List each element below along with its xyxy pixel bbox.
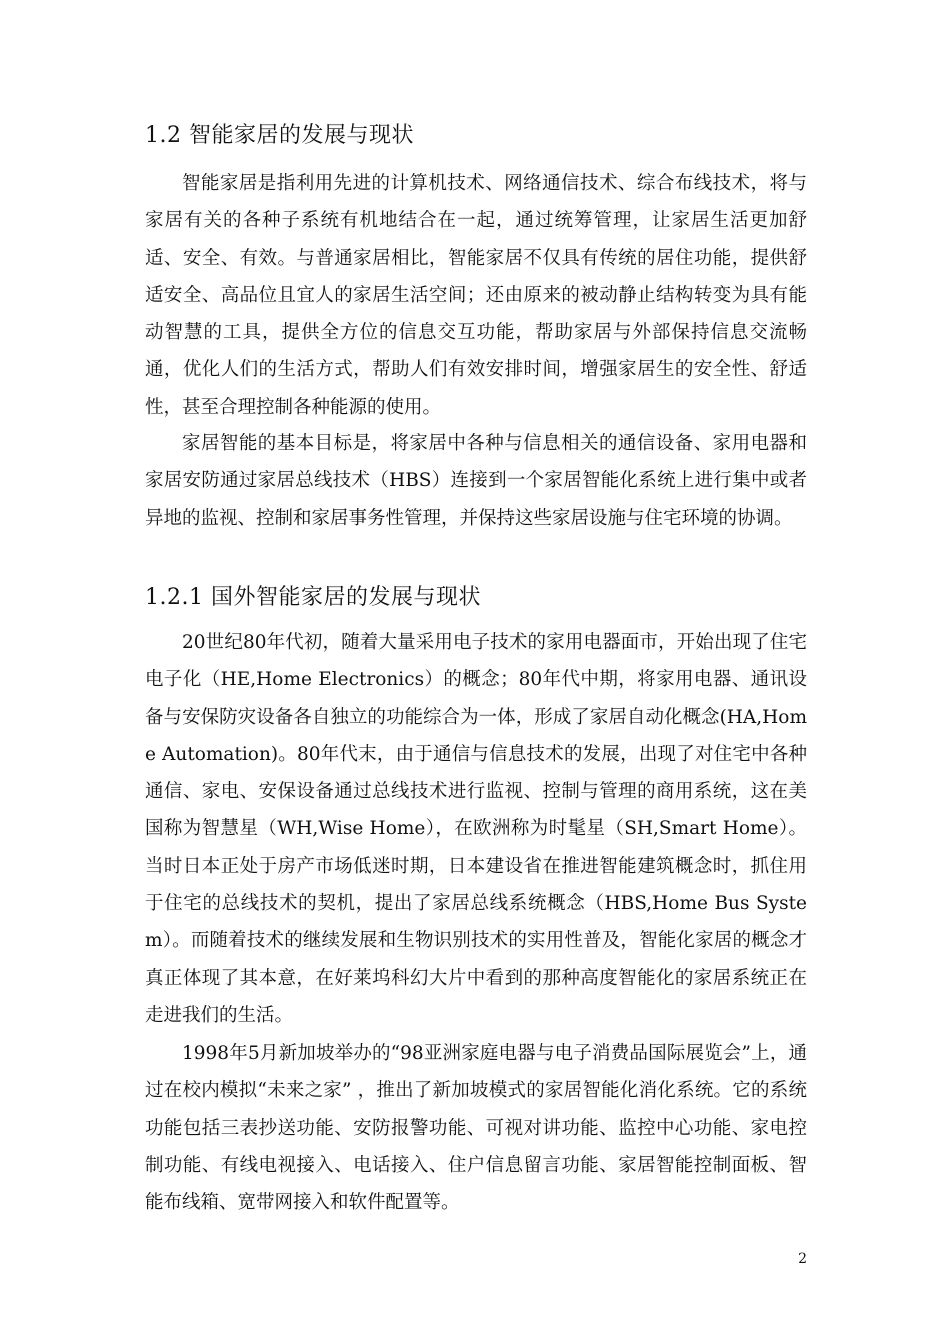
- subsection-paragraph-2: 1998年5月新加坡举办的“98亚洲家庭电器与电子消费品国际展览会”上，通过在校内模拟“未来之家” ，推出了新加坡模式的家居智能化消化系统。它的系统功能包括三表抄送功能、安防报警功能、可视对讲功能、监控中心功能、家电控制功能、有线电视接入、电话接入、住户信息留言功能、家居智能控制面板、智能布线箱、宽带网接入和软件配置等。: [145, 1043, 807, 1214]
- page-number: 2: [798, 1251, 807, 1267]
- section-paragraph-2: 家居智能的基本目标是，将家居中各种与信息相关的通信设备、家用电器和家居安防通过家居总线技术（HBS）连接到一个家居智能化系统上进行集中或者异地的监视、控制和家居事务性管理，并保持这些家居设施与住宅环境的协调。: [145, 433, 807, 529]
- section-paragraph-1: 智能家居是指利用先进的计算机技术、网络通信技术、综合布线技术，将与家居有关的各种子系统有机地结合在一起，通过统筹管理，让家居生活更加舒适、安全、有效。与普通家居相比，智能家居不仅具有传统的居住功能，提供舒适安全、高品位且宜人的家居生活空间；还由原来的被动静止结构转变为具有能动智慧的工具，提供全方位的信息交互功能，帮助家居与外部保持信息交流畅通，优化人们的生活方式，帮助人们有效安排时间，增强家居生的安全性、舒适性，甚至合理控制各种能源的使用。: [145, 173, 807, 418]
- subsection-heading: 1.2.1 国外智能家居的发展与现状: [145, 585, 481, 610]
- subsection-paragraph-1: 20世纪80年代初，随着大量采用电子技术的家用电器面市，开始出现了住宅电子化（HE,Home Electronics）的概念；80年代中期，将家用电器、通讯设备与安保防灾设备各自独立的功能综合为一体，形成了家居自动化概念(HA,Home Automation)。80年代末，由于通信与信息技术的发展，出现了对住宅中各种通信、家电、安保设备通过总线技术进行监视、控制与管理的商用系统，这在美国称为智慧星（WH,Wise Home），在欧洲称为时髦星（SH,Smart Home）。当时日本正处于房产市场低迷时期，日本建设省在推进智能建筑概念时，抓住用于住宅的总线技术的契机，提出了家居总线系统概念（HBS,Home Bus System）。而随着技术的继续发展和生物识别技术的实用性普及，智能化家居的概念才真正体现了其本意，在好莱坞科幻大片中看到的那种高度智能化的家居系统正在走进我们的生活。: [145, 632, 807, 1026]
- section-heading: 1.2 智能家居的发展与现状: [145, 123, 414, 148]
